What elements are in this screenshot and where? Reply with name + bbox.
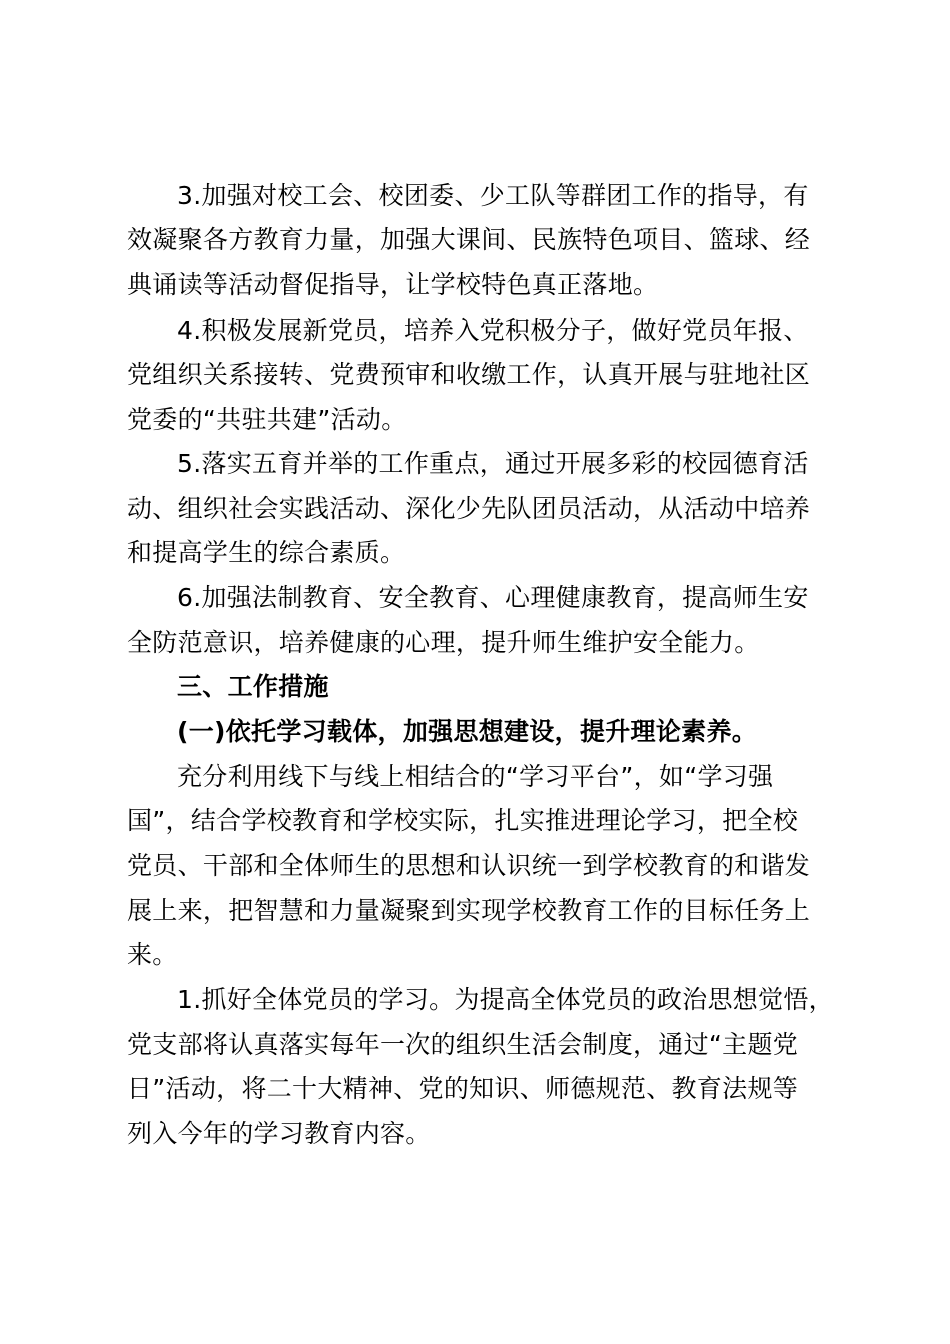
paragraph-item-6-line-2: 全防范意识，培养健康的心理，提升师生维护安全能力。 <box>127 628 760 657</box>
paragraph-item-4-line-1: 4.积极发展新党员，培养入党积极分子，做好党员年报、 <box>177 316 809 345</box>
paragraph-body-line-5: 来。 <box>127 940 178 969</box>
paragraph-item-4-line-2: 党组织关系接转、党费预审和收缴工作，认真开展与驻地社区 <box>127 360 811 389</box>
paragraph-item-1-line-2: 党支部将认真落实每年一次的组织生活会制度，通过“主题党 <box>127 1030 799 1059</box>
paragraph-item-3-line-2: 效凝聚各方教育力量，加强大课间、民族特色项目、篮球、经 <box>127 225 811 254</box>
paragraph-item-3-line-1: 3.加强对校工会、校团委、少工队等群团工作的指导，有 <box>177 181 809 210</box>
paragraph-item-1-line-1: 1.抓好全体党员的学习。为提高全体党员的政治思想觉悟， <box>177 985 834 1014</box>
paragraph-body-line-3: 党员、干部和全体师生的思想和认识统一到学校教育的和谐发 <box>127 851 811 880</box>
paragraph-item-6-line-1: 6.加强法制教育、安全教育、心理健康教育，提高师生安 <box>177 583 809 612</box>
paragraph-item-5-line-2: 动、组织社会实践活动、深化少先队团员活动，从活动中培养 <box>127 494 811 523</box>
paragraph-item-1-line-4: 列入今年的学习教育内容。 <box>127 1119 431 1148</box>
paragraph-item-5-line-3: 和提高学生的综合素质。 <box>127 538 406 567</box>
paragraph-body-line-4: 展上来，把智慧和力量凝聚到实现学校教育工作的目标任务上 <box>127 896 811 925</box>
subsection-heading: (一)依托学习载体，加强思想建设，提升理论素养。 <box>177 717 758 746</box>
paragraph-body-line-1: 充分利用线下与线上相结合的“学习平台”，如“学习强 <box>177 762 774 791</box>
paragraph-item-3-line-3: 典诵读等活动督促指导，让学校特色真正落地。 <box>127 270 659 299</box>
section-heading: 三、工作措施 <box>177 672 329 701</box>
paragraph-item-5-line-1: 5.落实五育并举的工作重点，通过开展多彩的校园德育活 <box>177 449 809 478</box>
paragraph-body-line-2: 国”，结合学校教育和学校实际，扎实推进理论学习，把全校 <box>127 806 799 835</box>
paragraph-item-1-line-3: 日”活动，将二十大精神、党的知识、师德规范、教育法规等 <box>127 1074 799 1103</box>
paragraph-item-4-line-3: 党委的“共驻共建”活动。 <box>127 405 407 434</box>
